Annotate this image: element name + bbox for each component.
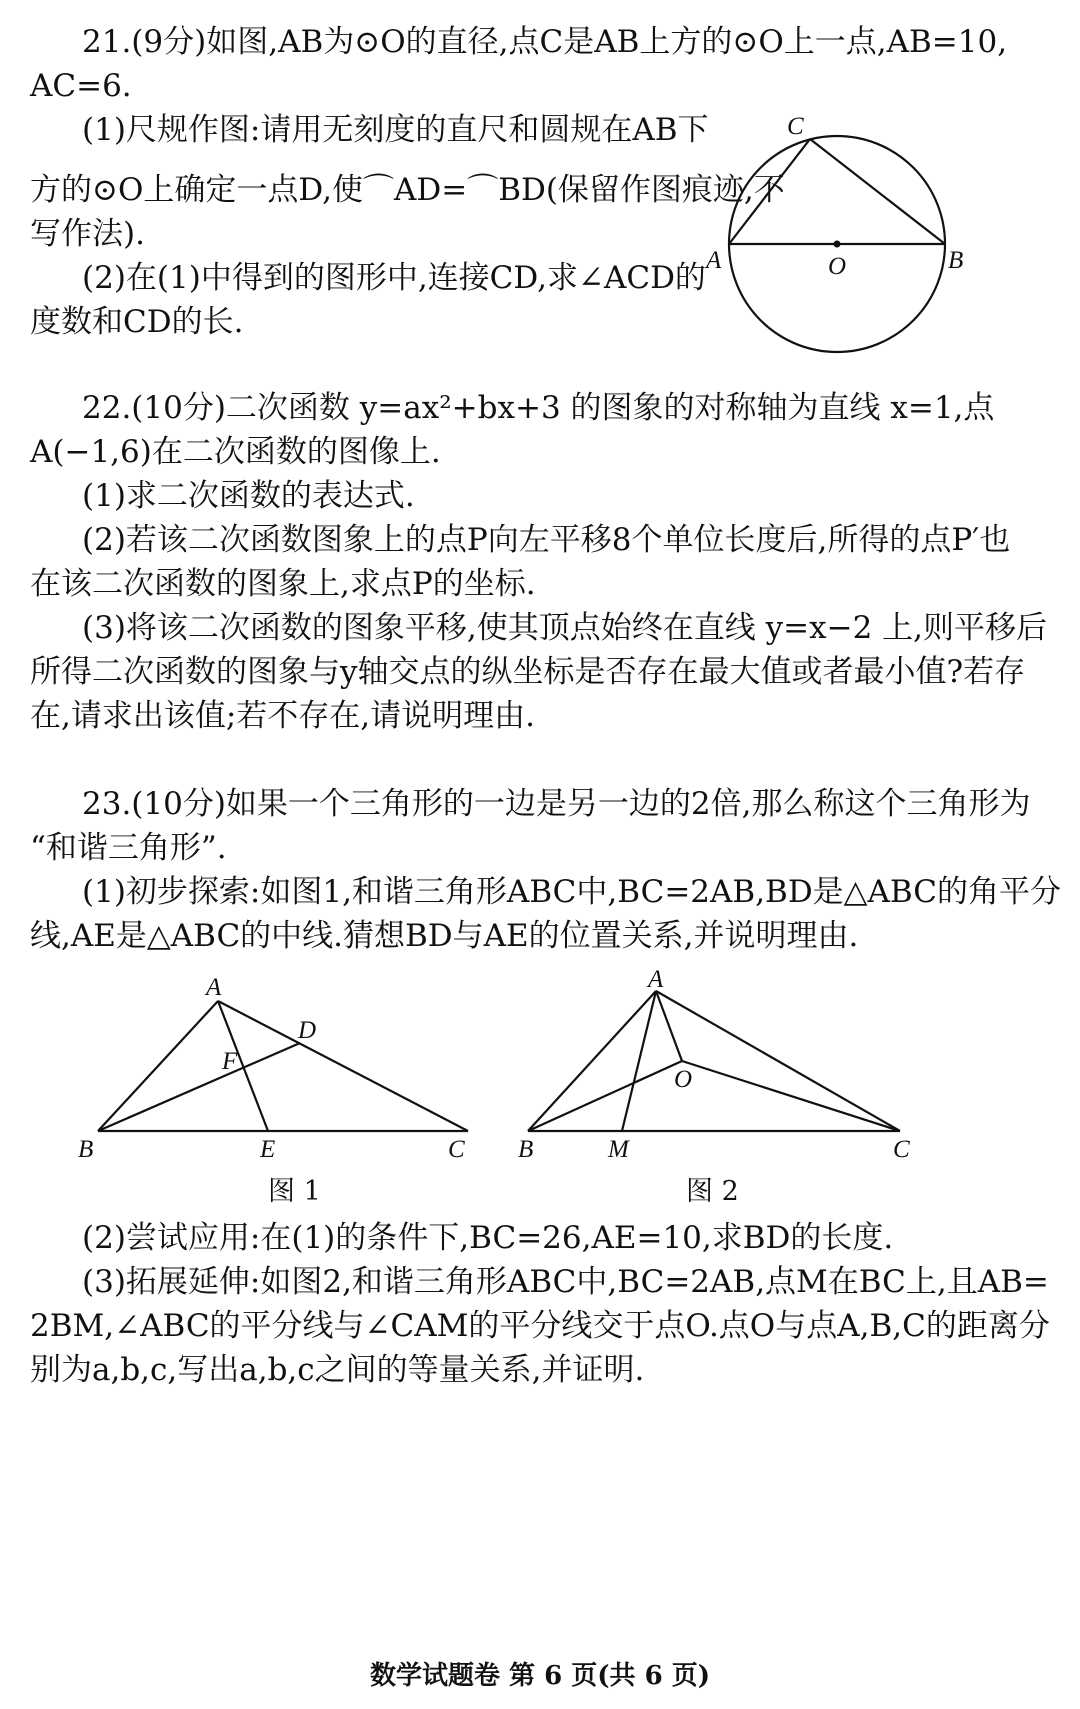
label-o: O: [674, 1066, 693, 1093]
q22-line-6: (3)将该二次函数的图象平移,使其顶点始终在直线 y=x−2 上,则平移后: [82, 610, 1047, 646]
chord-ac: [729, 139, 810, 244]
label-c: C: [893, 1136, 910, 1163]
label-a: A: [648, 966, 664, 993]
label-c: C: [787, 113, 804, 140]
q22-line-3: (1)求二次函数的表达式.: [82, 478, 415, 514]
segment-bd: [98, 1043, 300, 1131]
q21-line-4: 方的⊙O上确定一点D,使⌒AD=⌒BD(保留作图痕迹,不: [30, 172, 785, 208]
side-ac: [656, 991, 900, 1131]
label-c: C: [448, 1136, 465, 1163]
page-footer: 数学试题卷 第 6 页(共 6 页): [369, 1661, 711, 1691]
label-d: D: [298, 1017, 317, 1044]
q22-line-7: 所得二次函数的图象与y轴交点的纵坐标是否存在最大值或者最小值?若存: [30, 654, 1026, 690]
figure-2-caption: 图 2: [686, 1176, 739, 1207]
figure-1-caption: 图 1: [268, 1176, 321, 1207]
q23-line-5: (2)尝试应用:在(1)的条件下,BC=26,AE=10,求BD的长度.: [82, 1220, 894, 1256]
q21-circle-figure: [700, 110, 980, 380]
q22-line-8: 在,请求出该值;若不存在,请说明理由.: [30, 698, 536, 734]
chord-cb: [810, 139, 945, 244]
q21-line-3: (1)尺规作图:请用无刻度的直尺和圆规在AB下: [82, 112, 709, 148]
q23-line-8: 别为a,b,c,写出a,b,c之间的等量关系,并证明.: [30, 1352, 645, 1388]
q23-line-1: 23.(10分)如果一个三角形的一边是另一边的2倍,那么称这个三角形为: [82, 786, 1031, 822]
side-ac: [218, 1001, 468, 1131]
q21-line-7: 度数和CD的长.: [30, 304, 244, 340]
q22-line-4: (2)若该二次函数图象上的点P向左平移8个单位长度后,所得的点P′也: [82, 522, 1011, 558]
side-ab: [528, 991, 656, 1131]
q23-figure-1: [70, 965, 500, 1165]
label-e: E: [260, 1136, 276, 1163]
q22-line-2: A(−1,6)在二次函数的图像上.: [30, 434, 441, 470]
label-b: B: [78, 1136, 94, 1163]
center-point-o: [834, 241, 841, 248]
label-a: A: [206, 974, 222, 1001]
q23-line-6: (3)拓展延伸:如图2,和谐三角形ABC中,BC=2AB,点M在BC上,且AB=: [82, 1264, 1049, 1300]
label-b: B: [948, 247, 964, 274]
q23-line-3: (1)初步探索:如图1,和谐三角形ABC中,BC=2AB,BD是△ABC的角平分: [82, 874, 1061, 910]
q23-line-2: “和谐三角形”.: [30, 830, 227, 866]
q21-line-5: 写作法).: [30, 216, 145, 252]
q23-line-7: 2BM,∠ABC的平分线与∠CAM的平分线交于点O.点O与点A,B,C的距离分: [30, 1308, 1050, 1344]
segment-ao: [656, 991, 682, 1061]
label-m: M: [608, 1136, 629, 1163]
q21-line-2: AC=6.: [30, 68, 132, 104]
label-o: O: [828, 253, 847, 280]
q21-line-1: 21.(9分)如图,AB为⊙O的直径,点C是AB上方的⊙O上一点,AB=10,: [82, 24, 1008, 60]
q22-line-1: 22.(10分)二次函数 y=ax²+bx+3 的图象的对称轴为直线 x=1,点: [82, 390, 995, 426]
q23-figure-2: [510, 965, 930, 1165]
label-b: B: [518, 1136, 534, 1163]
q22-line-5: 在该二次函数的图象上,求点P的坐标.: [30, 566, 536, 602]
label-f: F: [222, 1048, 238, 1075]
segment-am: [622, 991, 656, 1131]
q23-line-4: 线,AE是△ABC的中线.猜想BD与AE的位置关系,并说明理由.: [30, 918, 859, 954]
segment-bo: [528, 1061, 682, 1131]
label-a: A: [706, 247, 722, 274]
segment-oc: [682, 1061, 900, 1131]
q21-line-6: (2)在(1)中得到的图形中,连接CD,求∠ACD的: [82, 260, 706, 296]
side-ab: [98, 1001, 218, 1131]
